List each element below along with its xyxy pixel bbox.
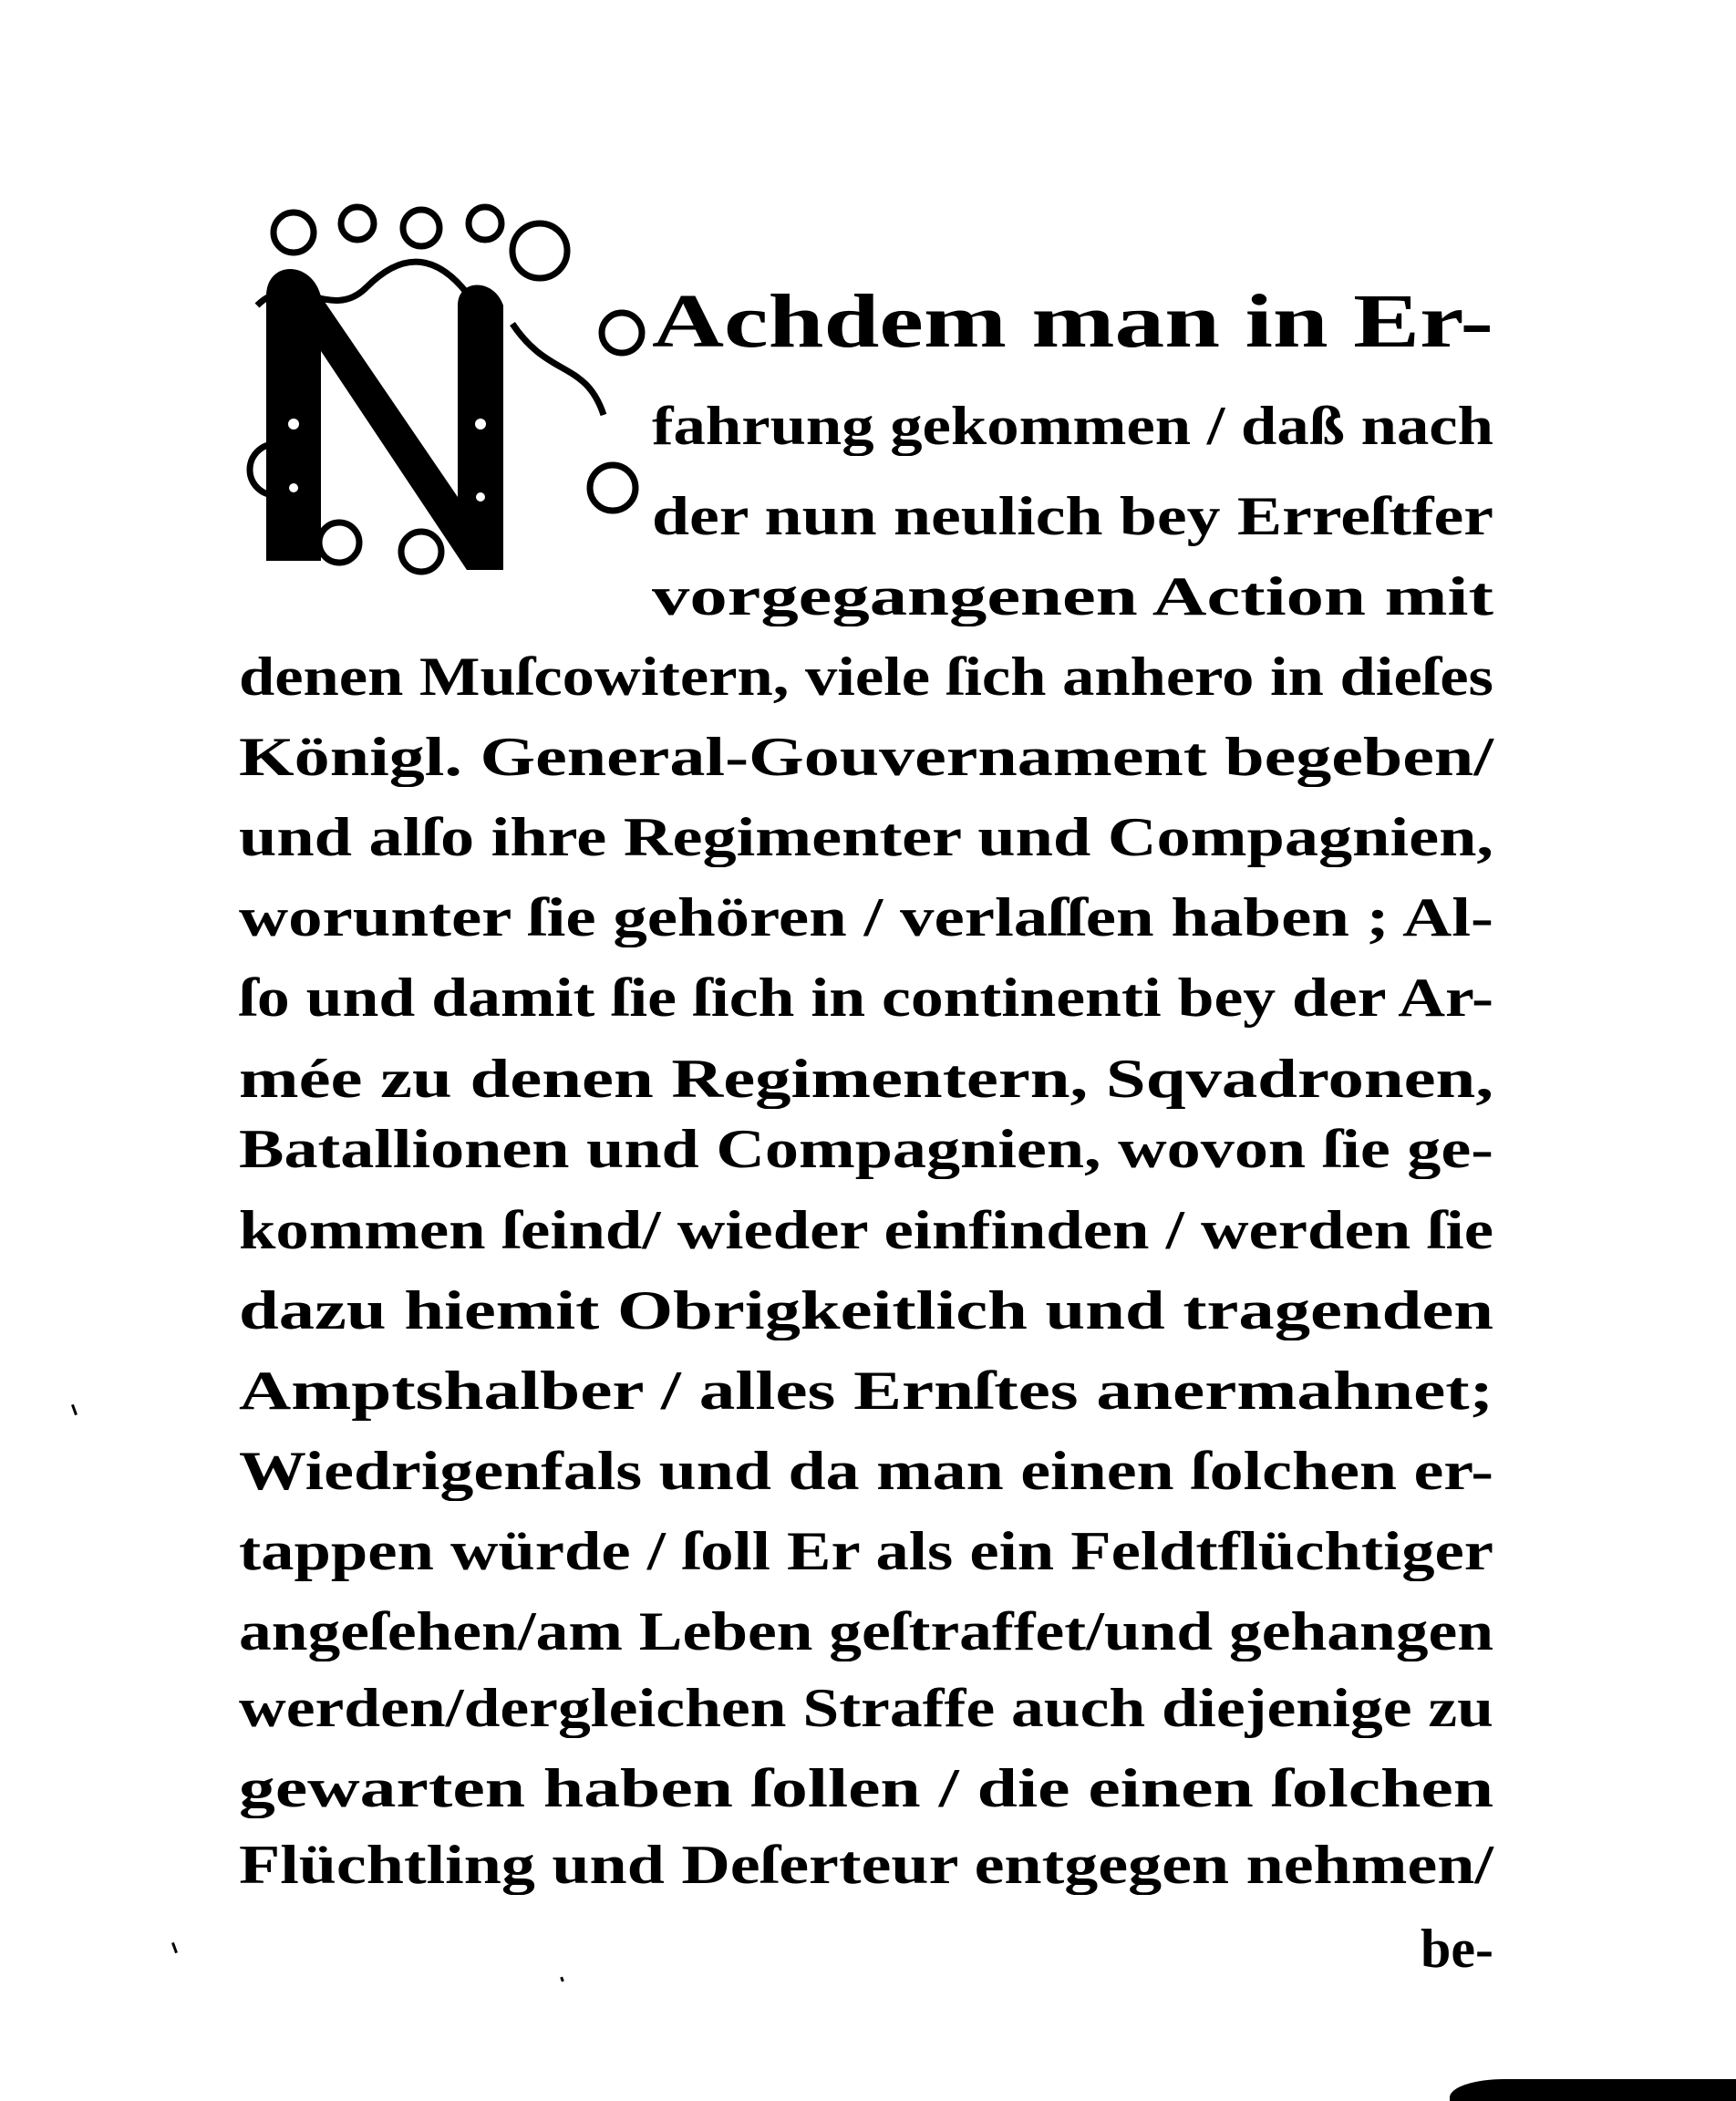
text-line: Flüchtling und Deſerteur entgegen nehmen/ — [239, 1835, 1493, 1895]
text-line: kommen ſeind/ wieder einfinden / werden ſie — [239, 1200, 1493, 1260]
text-line: der nun neulich bey Erreſtfer — [652, 486, 1493, 546]
text-line: Königl. General-Gouvernament begeben/ — [239, 727, 1493, 787]
scan-edge-shadow — [1450, 2079, 1736, 2101]
text-line: Amptshalber / alles Ernſtes anermahnet; — [239, 1361, 1493, 1421]
text-line: angeſehen/am Leben geſtraffet/und gehangen — [239, 1601, 1493, 1661]
text-line: fahrung gekommen / daß nach — [652, 396, 1493, 456]
text-line: worunter ſie gehören / verlaſſen haben ; Al- — [239, 887, 1493, 947]
text-line: dazu hiemit Obrigkeitlich und tragenden — [239, 1280, 1493, 1340]
text-line: tappen würde / ſoll Er als ein Feldtflüchtiger — [239, 1521, 1493, 1581]
scan-speck — [171, 1942, 178, 1953]
scan-speck — [71, 1404, 78, 1415]
text-line: ſo und damit ſie ſich in continenti bey der Ar- — [239, 968, 1493, 1028]
ornate-drop-cap — [239, 196, 649, 584]
text-line: Wiedrigenfals und da man einen ſolchen er- — [239, 1441, 1493, 1501]
text-line: denen Muſcowitern, viele ſich anhero in dieſes — [239, 647, 1493, 707]
catchword: be- — [1421, 1919, 1493, 1979]
text-line: Achdem man in Er- — [652, 279, 1493, 364]
text-line: vorgegangenen Action mit — [652, 566, 1493, 626]
text-line: und alſo ihre Regimenter und Compagnien, — [239, 807, 1493, 867]
text-line: mée zu denen Regimentern, Sqvadronen, — [239, 1049, 1493, 1109]
text-line: gewarten haben ſollen / die einen ſolchen — [239, 1758, 1493, 1818]
text-line: Batallionen und Compagnien, wovon ſie ge- — [239, 1119, 1493, 1179]
text-line: werden/dergleichen Straffe auch diejenige zu — [239, 1678, 1493, 1738]
